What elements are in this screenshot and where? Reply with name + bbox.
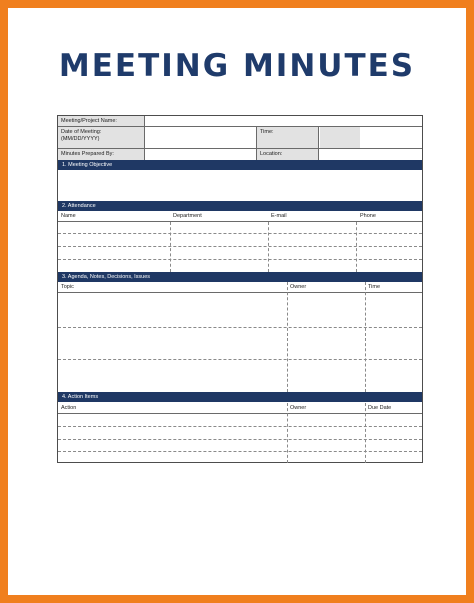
column-header-topic: Topic [61, 284, 74, 290]
column-divider [268, 222, 269, 272]
column-header-owner: Owner [290, 284, 307, 290]
column-header-action: Action [61, 405, 77, 411]
page-title: MEETING MINUTES [58, 48, 416, 84]
column-divider [287, 403, 288, 463]
section-header-attendance: 2. Attendance [58, 201, 422, 211]
column-header-name: Name [61, 213, 76, 219]
table-row-line [58, 246, 422, 247]
date-of-meeting-field[interactable] [145, 127, 256, 149]
table-row-line [58, 439, 422, 440]
column-header-phone: Phone [360, 213, 376, 219]
column-divider [356, 222, 357, 272]
table-row-line [58, 359, 422, 360]
header-divider [144, 116, 145, 160]
location-field[interactable] [319, 149, 423, 160]
section-header-agenda: 3. Agenda, Notes, Decisions, Issues [58, 272, 422, 282]
table-row-line [58, 451, 422, 452]
column-header-department: Department [173, 213, 202, 219]
header-line [58, 126, 422, 127]
section-header-actions: 4. Action Items [58, 392, 422, 402]
actions-header-line [58, 413, 422, 414]
column-divider [170, 222, 171, 272]
table-row-line [58, 233, 422, 234]
prepared-by-label: Minutes Prepared By: [61, 151, 114, 157]
column-header-email: E-mail [271, 213, 287, 219]
meeting-objective-field[interactable] [58, 170, 422, 201]
date-format-label: (MM/DD/YYYY) [61, 136, 100, 142]
header-divider [318, 127, 319, 160]
meeting-minutes-form [57, 115, 423, 463]
header-line [58, 148, 422, 149]
header-divider [256, 127, 257, 160]
project-name-label: Meeting/Project Name: [61, 118, 117, 124]
table-row-line [58, 259, 422, 260]
date-of-meeting-label: Date of Meeting: [61, 129, 102, 135]
agenda-header-line [58, 292, 422, 293]
attendance-header-line [58, 221, 422, 222]
column-divider [365, 403, 366, 463]
table-row-line [58, 327, 422, 328]
section-header-objective: 1. Meeting Objective [58, 160, 422, 170]
column-header-owner: Owner [290, 405, 307, 411]
column-divider [365, 282, 366, 392]
table-row-line [58, 426, 422, 427]
prepared-by-field[interactable] [145, 149, 256, 160]
column-header-due-date: Due Date [368, 405, 392, 411]
column-header-time: Time [368, 284, 381, 290]
time-value-shade [320, 127, 360, 149]
time-label: Time: [260, 129, 274, 135]
column-divider [287, 282, 288, 392]
location-label: Location: [260, 151, 283, 157]
